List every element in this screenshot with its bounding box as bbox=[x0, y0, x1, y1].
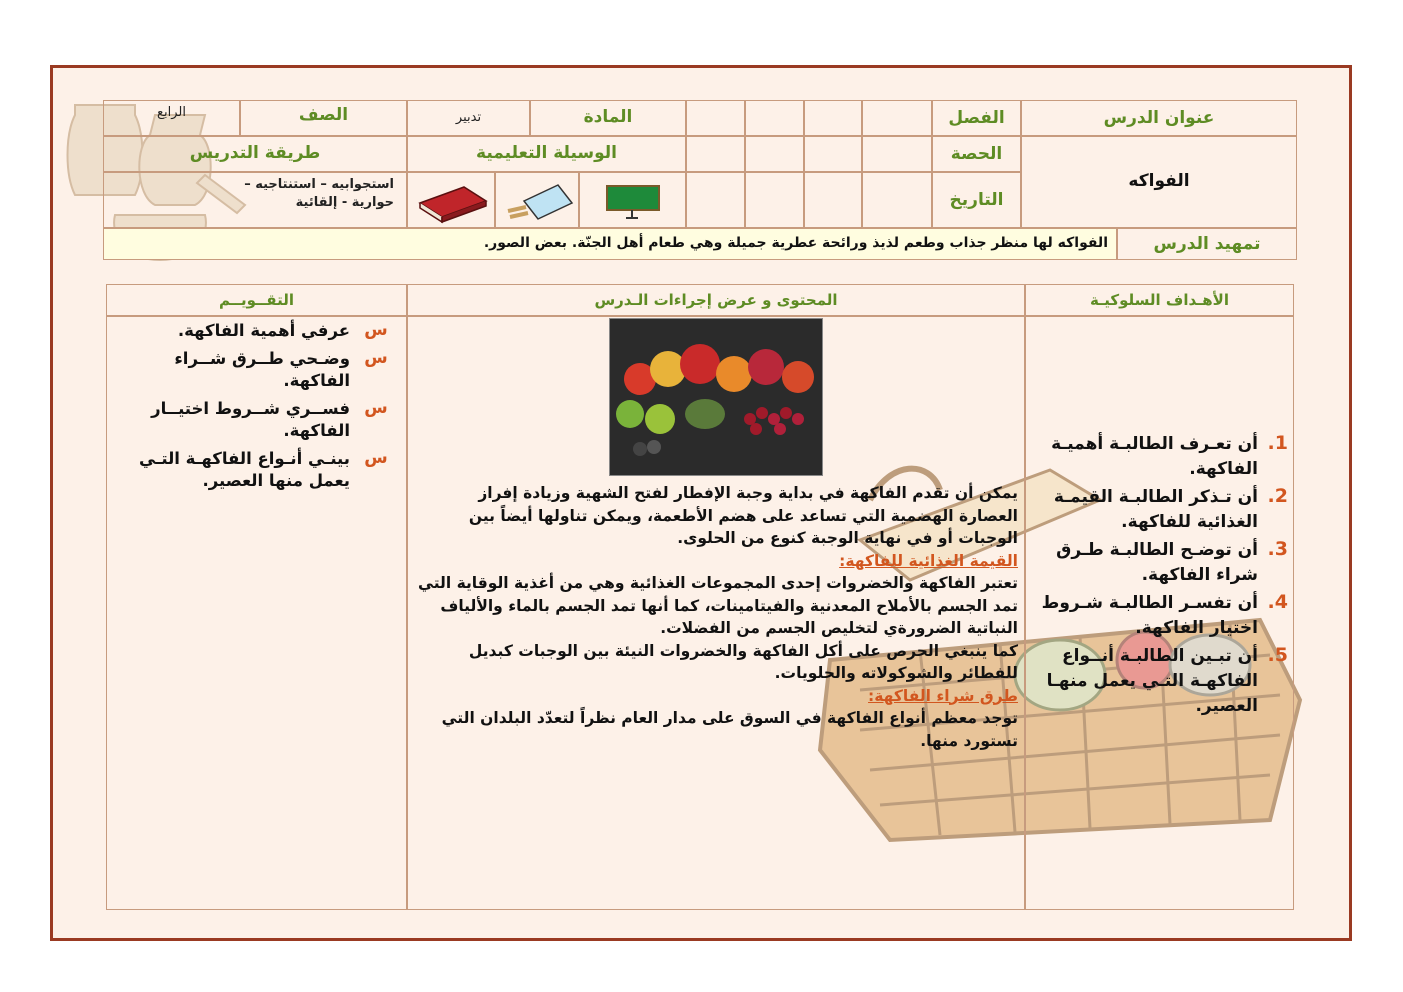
empty-cell bbox=[804, 100, 862, 136]
content-paragraph: تعتبر الفاكهة والخضروات إحدى المجموعات الغذائية وهي من أغذية الوقاية التي تمد الجسم بالأملاح المعدنية والفيتامينات، كما أنها تمد الجسم بالماء والألياف النباتية الضرورةي لتخليص الجسم من الفضلات. bbox=[418, 574, 1018, 637]
evaluation-item bbox=[112, 320, 402, 342]
date-label-cell bbox=[932, 172, 1021, 228]
intro-label: تمهيد الدرس bbox=[1153, 234, 1261, 254]
lesson-title-label-cell bbox=[1021, 100, 1297, 136]
subject-label-cell bbox=[530, 100, 686, 136]
term-value-cell bbox=[862, 100, 932, 136]
evaluation-text: فســري شــروط اختيــار الفاكهة. bbox=[151, 399, 350, 440]
objective-item bbox=[1030, 432, 1288, 482]
term-label-cell bbox=[932, 100, 1021, 136]
aid-label: الوسيلة التعليمية bbox=[476, 143, 617, 163]
objective-text: أن تبـين الطالبـة أنــواع الفاكهـة التـي يعمل منهـا العصير. bbox=[1046, 646, 1258, 716]
subject-label: المادة bbox=[583, 107, 633, 127]
method-value-cell bbox=[103, 172, 407, 228]
objective-item bbox=[1030, 591, 1288, 641]
lesson-title-label: عنوان الدرس bbox=[1103, 108, 1215, 128]
objective-item bbox=[1030, 538, 1288, 588]
content-paragraph: توجد معظم أنواع الفاكهة في السوق على مدار العام نظراً لتعدّد البلدان التي تستورد منها. bbox=[441, 709, 1018, 750]
objective-item bbox=[1030, 485, 1288, 535]
objectives-header-label: الأهـداف السلوكيـة bbox=[1090, 291, 1229, 309]
lesson-title: الفواكه bbox=[1128, 171, 1190, 191]
empty-cell bbox=[804, 172, 862, 228]
objective-number: 3. bbox=[1267, 538, 1288, 560]
class-value-cell bbox=[103, 100, 240, 136]
intro-label-cell bbox=[1117, 228, 1297, 260]
aid-eraser-cell bbox=[495, 172, 579, 228]
objective-text: أن تعـرف الطالبـة أهميـة الفاكهة. bbox=[1051, 434, 1258, 479]
evaluation-header bbox=[106, 284, 407, 316]
date-label: التاريخ bbox=[949, 190, 1004, 210]
intro-text-cell bbox=[103, 228, 1117, 260]
question-marker: س bbox=[364, 348, 388, 368]
question-marker: س bbox=[364, 398, 388, 418]
evaluation-item bbox=[112, 398, 402, 442]
method-label-cell bbox=[103, 136, 407, 172]
term-label: الفصل bbox=[948, 108, 1005, 128]
class-label: الصف bbox=[298, 105, 349, 125]
empty-cell bbox=[745, 136, 804, 172]
objective-text: أن توضـح الطالبـة طـرق شراء الفاكهة. bbox=[1056, 540, 1258, 585]
evaluation-text: وضـحي طــرق شــراء الفاكهة. bbox=[174, 349, 350, 390]
subject-value: تدبير bbox=[455, 110, 482, 125]
empty-cell bbox=[745, 172, 804, 228]
objective-number: 1. bbox=[1267, 432, 1288, 454]
class-label-cell bbox=[240, 100, 407, 136]
method-label: طريقة التدريس bbox=[189, 143, 321, 163]
evaluation-list bbox=[112, 320, 402, 492]
content-header-label: المحتوى و عرض إجراءات الـدرس bbox=[594, 291, 838, 309]
content-header bbox=[407, 284, 1025, 316]
empty-cell bbox=[804, 136, 862, 172]
eraser-chalk-icon bbox=[496, 173, 578, 227]
evaluation-text: بينـي أنـواع الفاكهـة التـي يعمل منها العصير. bbox=[139, 449, 350, 490]
objective-number: 4. bbox=[1267, 591, 1288, 613]
objective-number: 5. bbox=[1267, 644, 1288, 666]
date-value-cell bbox=[862, 172, 932, 228]
aid-book-cell bbox=[407, 172, 495, 228]
question-marker: س bbox=[364, 448, 388, 468]
blackboard-icon bbox=[580, 173, 685, 227]
objective-number: 2. bbox=[1267, 485, 1288, 507]
empty-cell bbox=[686, 136, 745, 172]
content-paragraph: يمكن أن تقدم الفاكهة في بداية وجبة الإفطار لفتح الشهية وزيادة إفراز العصارة الهضمية التي تساعد على هضم الأطعمة، ويمكن تناولها أيضاً بين الوجبات أو في نهاية الوجبة كنوع من الحلوى. bbox=[468, 484, 1018, 547]
content-paragraph: كما ينبغي الحرص على أكل الفاكهة والخضروات النيئة بين الوجبات كبديل للفطائر والشوكولاته والحلويات. bbox=[468, 641, 1018, 682]
fruit-photo bbox=[609, 318, 823, 476]
aid-board-cell bbox=[579, 172, 686, 228]
content-heading-buying: طرق شراء الفاكهة: bbox=[868, 686, 1018, 705]
objectives-list bbox=[1030, 432, 1288, 719]
empty-cell bbox=[686, 172, 745, 228]
evaluation-header-label: التقــويــم bbox=[219, 291, 294, 309]
empty-cell bbox=[745, 100, 804, 136]
period-value-cell bbox=[862, 136, 932, 172]
objective-item bbox=[1030, 644, 1288, 719]
objectives-header bbox=[1025, 284, 1294, 316]
subject-value-cell bbox=[407, 100, 530, 136]
evaluation-item bbox=[112, 348, 402, 392]
period-label: الحصة bbox=[950, 144, 1003, 164]
period-label-cell bbox=[932, 136, 1021, 172]
content-body bbox=[414, 482, 1018, 752]
evaluation-item bbox=[112, 448, 402, 492]
class-value: الرابع bbox=[157, 105, 186, 120]
objective-text: أن تـذكر الطالبـة القيمـة الغذائية للفاكهة. bbox=[1053, 487, 1258, 532]
question-marker: س bbox=[364, 320, 388, 340]
empty-cell bbox=[686, 100, 745, 136]
evaluation-text: عرفي أهمية الفاكهة. bbox=[177, 321, 350, 340]
intro-text: الفواكه لها منظر جذاب وطعم لذيذ ورائحة عطرية جميلة وهي طعام أهل الجنّة. بعض الصور. bbox=[483, 235, 1108, 251]
content-heading-nutrition: القيمة الغذائية للفاكهة: bbox=[839, 551, 1018, 570]
objective-text: أن تفسـر الطالبـة شـروط اختيار الفاكهة. bbox=[1041, 593, 1258, 638]
aid-label-cell bbox=[407, 136, 686, 172]
book-icon bbox=[408, 173, 494, 227]
lesson-title-cell bbox=[1021, 136, 1297, 228]
method-value: استجوابيه – استنتاجيه – حوارية - إلقائية bbox=[244, 177, 394, 210]
